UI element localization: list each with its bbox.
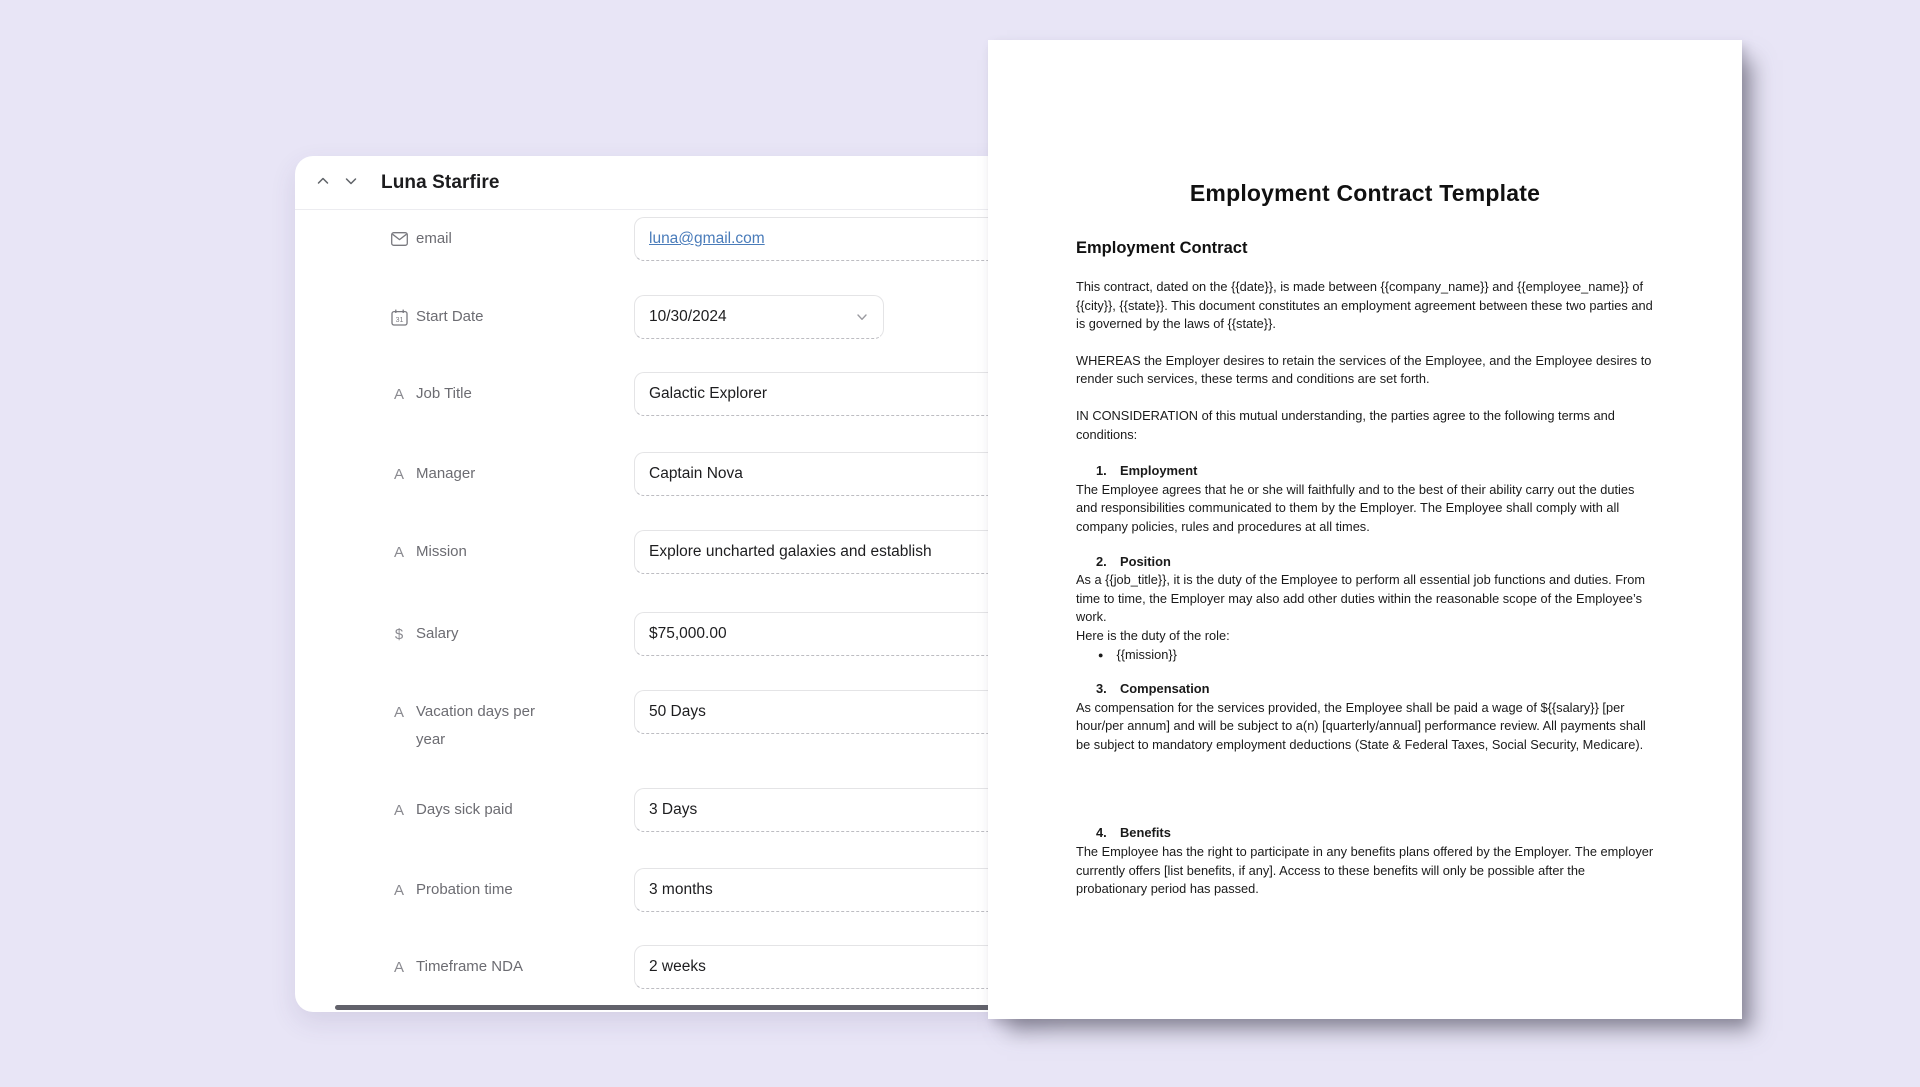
document-heading: Employment Contract <box>1076 239 1248 257</box>
svg-text:31: 31 <box>395 316 403 324</box>
field-row-mission <box>295 530 1051 574</box>
text-field-icon: A <box>393 385 404 403</box>
field-row-email <box>295 217 1051 261</box>
chevron-down-icon <box>855 310 869 324</box>
section-heading: Position <box>1120 553 1171 569</box>
section-number: 3. <box>1096 681 1107 697</box>
field-row-start-date <box>295 295 1051 339</box>
chevron-down-icon <box>343 173 359 192</box>
section-body: The Employee agrees that he or she will faithfully and to the best of their ability carry out the duties and responsibilities communicated to them by the Employer. The Employee shall comply with all company policies, rules and procedures at all times. <box>1076 481 1635 534</box>
start-date-field[interactable] <box>634 295 884 339</box>
field-label: Timeframe NDA <box>416 958 523 975</box>
record-card-header <box>295 156 1051 210</box>
text-field-icon: A <box>393 958 404 976</box>
section-body: The Employee has the right to participate in any benefits plans offered by the Employer. The employer currently offers [list benefits, if any]. Access to these benefits will only be possible after the probationary period has passed. <box>1076 844 1654 897</box>
field-label: Vacation days per year <box>416 703 535 748</box>
text-field-icon: A <box>393 465 404 483</box>
vacation-days-field[interactable] <box>634 690 1014 734</box>
record-title: Luna Starfire <box>381 171 500 193</box>
field-label: Salary <box>416 625 459 642</box>
field-row-timeframe-nda <box>295 945 1051 989</box>
text-field-icon: A <box>393 801 404 819</box>
section-body: As a {{job_title}}, it is the duty of the Employee to perform all essential job functions and duties. From time to time, the Employer may also add other duties within the reasonable scope of the Employee’s work. <box>1076 572 1646 625</box>
document-title: Employment Contract Template <box>1189 180 1541 206</box>
text-field-icon: A <box>393 881 404 899</box>
text-field-icon: A <box>393 703 404 721</box>
vacation-days-value: 50 Days <box>649 703 706 720</box>
start-date-value: 10/30/2024 <box>649 308 727 325</box>
document-paragraph: WHEREAS the Employer desires to retain the services of the Employee, and the Employee desires to render such services, these terms and conditions are set forth. <box>1076 352 1652 387</box>
job-title-value: Galactic Explorer <box>649 385 768 402</box>
job-title-field[interactable] <box>634 372 1014 416</box>
email-field[interactable] <box>634 217 1014 261</box>
section-position <box>1076 553 1654 665</box>
field-label: Mission <box>416 543 467 560</box>
field-row-probation-time <box>295 868 1051 912</box>
record-card <box>295 156 1051 1012</box>
field-label: Manager <box>416 465 476 482</box>
bullet-icon: ● <box>1098 649 1104 660</box>
timeframe-nda-field[interactable] <box>634 945 1014 989</box>
field-row-job-title <box>295 372 1051 416</box>
section-employment <box>1076 462 1654 536</box>
calendar-icon <box>388 306 410 328</box>
section-heading: Benefits <box>1120 825 1171 841</box>
next-record-button[interactable] <box>339 171 363 195</box>
field-row-salary <box>295 612 1051 656</box>
timeframe-nda-value: 2 weeks <box>649 958 706 975</box>
probation-time-field[interactable] <box>634 868 1014 912</box>
section-body: As compensation for the services provided, the Employee shall be paid a wage of ${{salary}} [per hour/per annum] and will be subject to a(n) [quarterly/annual] performance review. All payments shall be subject to mandatory employment deductions (State & Federal Taxes, Social Security, Medicare). <box>1076 699 1646 752</box>
section-number: 1. <box>1096 463 1107 479</box>
section-heading: Employment <box>1120 463 1198 479</box>
currency-icon: $ <box>394 625 404 643</box>
field-label: email <box>416 230 452 247</box>
salary-value: $75,000.00 <box>649 625 727 642</box>
field-row-manager <box>295 452 1051 496</box>
field-label: Days sick paid <box>416 801 513 818</box>
probation-time-value: 3 months <box>649 881 713 898</box>
field-row-days-sick-paid <box>295 788 1051 832</box>
mission-value: Explore uncharted galaxies and establish <box>649 543 932 560</box>
previous-record-button[interactable] <box>311 171 335 195</box>
salary-field[interactable] <box>634 612 1014 656</box>
days-sick-paid-field[interactable] <box>634 788 1014 832</box>
mission-field[interactable] <box>634 530 1014 574</box>
field-label: Job Title <box>416 385 472 402</box>
bullet-item <box>1076 646 1654 665</box>
field-label: Probation time <box>416 881 513 898</box>
contract-document-page <box>988 40 1742 1019</box>
email-link[interactable]: luna@gmail.com <box>649 230 765 247</box>
document-paragraph: IN CONSIDERATION of this mutual understanding, the parties agree to the following terms and conditions: <box>1076 407 1615 442</box>
field-label: Start Date <box>416 308 484 325</box>
section-number: 2. <box>1096 553 1107 569</box>
section-compensation <box>1076 680 1654 754</box>
document-paragraph: This contract, dated on the {{date}}, is made between {{company_name}} and {{employee_name}} of {{city}}, {{state}}. This document constitutes an employment agreement between these two parties and is governed by the laws of {{state}}. <box>1076 279 1653 332</box>
manager-value: Captain Nova <box>649 465 743 482</box>
manager-field[interactable] <box>634 452 1014 496</box>
email-icon <box>388 228 410 250</box>
section-heading: Compensation <box>1120 681 1210 697</box>
section-benefits <box>1076 824 1654 898</box>
section-number: 4. <box>1096 825 1107 841</box>
bullet-text: {{mission}} <box>1116 646 1177 662</box>
chevron-up-icon <box>315 173 331 192</box>
section-note: Here is the duty of the role: <box>1076 627 1230 643</box>
horizontal-scrollbar[interactable] <box>335 1005 1035 1010</box>
field-row-vacation-days <box>295 690 1051 748</box>
days-sick-paid-value: 3 Days <box>649 801 698 818</box>
text-field-icon: A <box>393 543 404 561</box>
